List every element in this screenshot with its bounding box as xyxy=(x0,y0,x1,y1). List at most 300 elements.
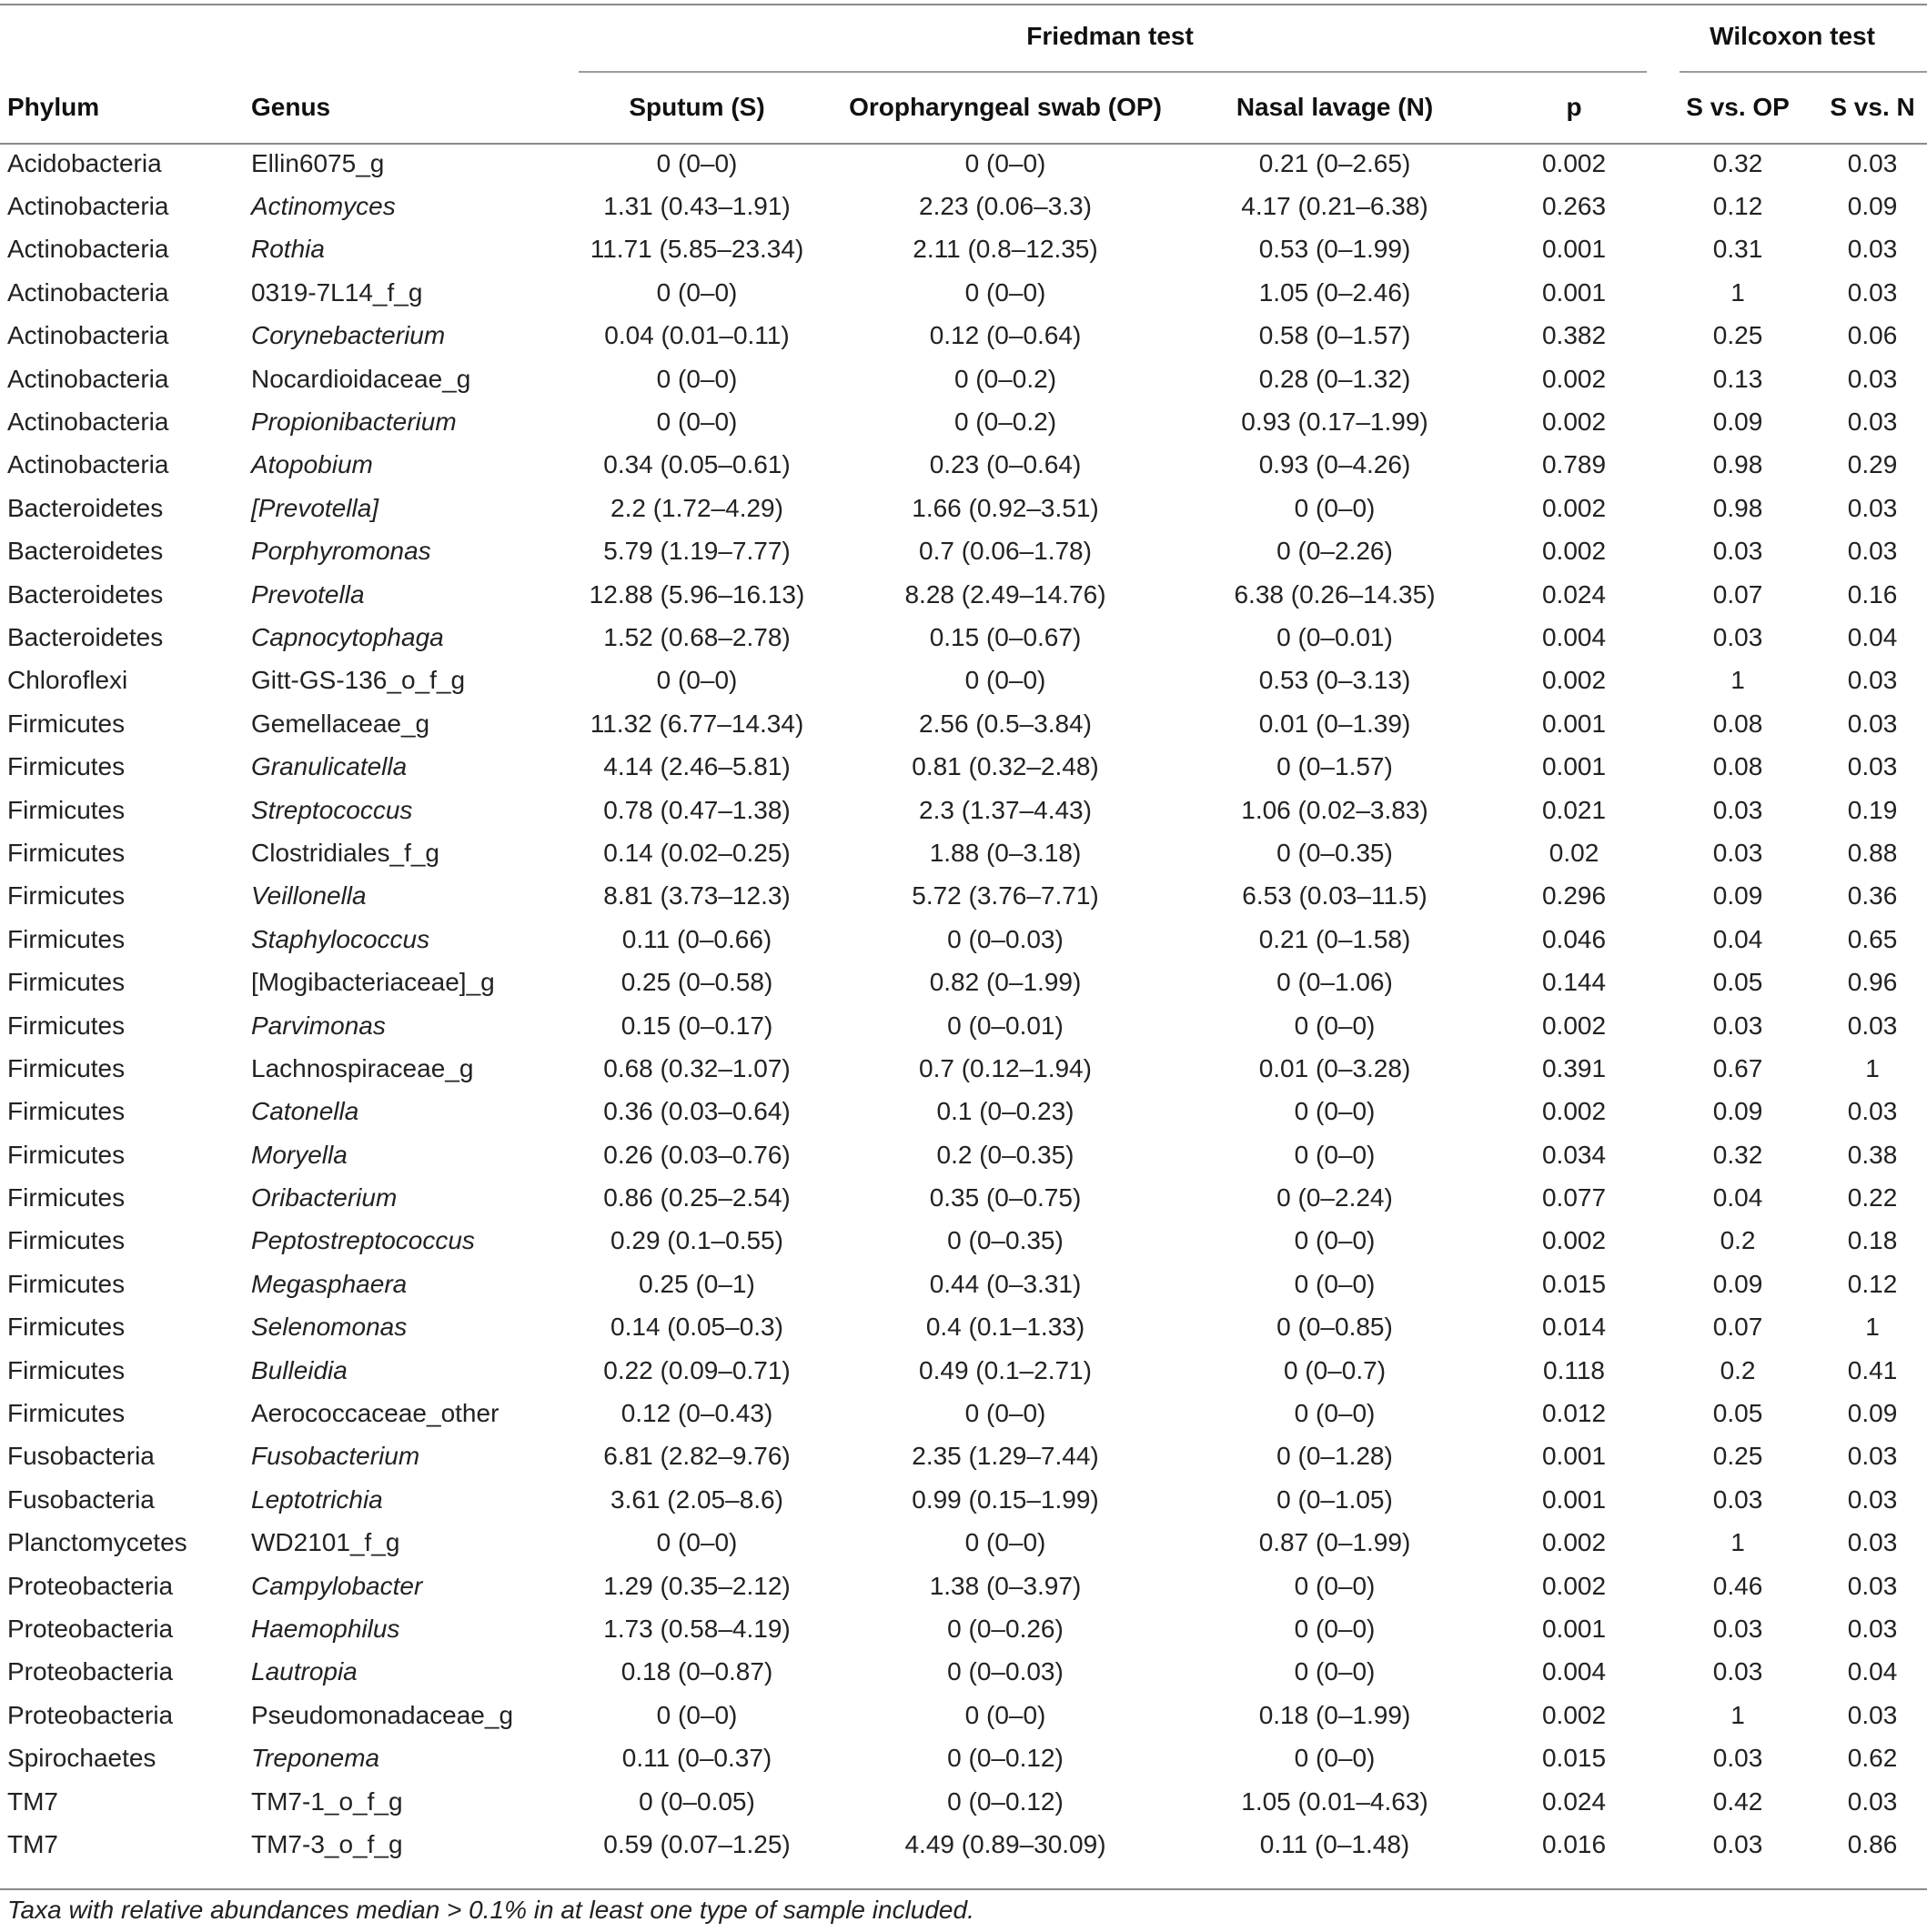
cell-phylum: Proteobacteria xyxy=(7,1700,174,1729)
cell-sputum: 0.14 (0.02–0.25) xyxy=(603,838,791,867)
cell-phylum: Firmicutes xyxy=(7,795,126,824)
table-row xyxy=(0,1392,1927,1434)
cell-s-vs-op: 0.03 xyxy=(1712,1829,1763,1858)
cell-sputum: 12.88 (5.96–16.13) xyxy=(589,579,805,609)
cell-nasal: 0 (0–0.7) xyxy=(1283,1355,1387,1384)
cell-s-vs-op: 0.13 xyxy=(1712,364,1763,393)
cell-s-vs-op: 0.03 xyxy=(1712,1484,1763,1514)
cell-sputum: 2.2 (1.72–4.29) xyxy=(610,493,783,522)
cell-oropharyngeal: 2.23 (0.06–3.3) xyxy=(919,192,1092,221)
cell-oropharyngeal: 0.2 (0–0.35) xyxy=(936,1140,1074,1169)
column-header-sputum: Sputum (S) xyxy=(629,93,765,121)
cell-oropharyngeal: 0.1 (0–0.23) xyxy=(936,1097,1074,1126)
cell-s-vs-n: 0.62 xyxy=(1847,1744,1898,1773)
cell-sputum: 0.25 (0–1) xyxy=(639,1269,755,1298)
cell-p: 0.263 xyxy=(1541,192,1607,221)
cell-s-vs-op: 0.32 xyxy=(1712,148,1763,177)
table-row xyxy=(0,444,1927,487)
cell-genus: Oribacterium xyxy=(251,1183,398,1213)
cell-p: 0.002 xyxy=(1541,1011,1607,1040)
table-row xyxy=(0,831,1927,874)
cell-s-vs-n: 0.04 xyxy=(1847,1657,1898,1686)
cell-oropharyngeal: 0 (0–0.35) xyxy=(947,1226,1064,1255)
table-row xyxy=(0,1607,1927,1650)
table-row xyxy=(0,1004,1927,1047)
cell-p: 0.002 xyxy=(1541,1226,1607,1255)
cell-sputum: 0 (0–0) xyxy=(656,277,738,307)
cell-s-vs-op: 0.09 xyxy=(1712,881,1763,911)
table-row xyxy=(0,357,1927,400)
cell-s-vs-op: 0.09 xyxy=(1712,1269,1763,1298)
cell-s-vs-op: 0.98 xyxy=(1712,493,1763,522)
cell-p: 0.02 xyxy=(1549,838,1599,867)
table-row xyxy=(0,789,1927,831)
cell-s-vs-n: 0.36 xyxy=(1847,881,1898,911)
cell-genus: Propionibacterium xyxy=(251,408,457,437)
cell-p: 0.012 xyxy=(1541,1399,1607,1428)
cell-nasal: 0 (0–0) xyxy=(1294,1097,1376,1126)
cell-phylum: Fusobacteria xyxy=(7,1484,155,1514)
cell-s-vs-op: 1 xyxy=(1730,1528,1745,1557)
group-header-wilcoxon xyxy=(1658,0,1927,73)
cell-genus: TM7-1_o_f_g xyxy=(251,1786,403,1816)
table-row xyxy=(0,1522,1927,1565)
cell-s-vs-op: 0.09 xyxy=(1712,408,1763,437)
cell-sputum: 0.34 (0.05–0.61) xyxy=(603,450,791,479)
cell-nasal: 0 (0–0) xyxy=(1294,1571,1376,1600)
cell-p: 0.382 xyxy=(1541,321,1607,350)
cell-oropharyngeal: 0.49 (0.1–2.71) xyxy=(919,1355,1092,1384)
cell-s-vs-n: 0.86 xyxy=(1847,1829,1898,1858)
cell-nasal: 0 (0–1.06) xyxy=(1276,968,1393,997)
cell-phylum: Firmicutes xyxy=(7,1140,126,1169)
cell-nasal: 0.53 (0–3.13) xyxy=(1258,666,1411,695)
cell-s-vs-op: 0.03 xyxy=(1712,622,1763,651)
cell-nasal: 0.28 (0–1.32) xyxy=(1258,364,1411,393)
cell-nasal: 1.05 (0.01–4.63) xyxy=(1241,1786,1428,1816)
cell-s-vs-n: 0.03 xyxy=(1847,235,1898,264)
cell-genus: Campylobacter xyxy=(251,1571,423,1600)
cell-oropharyngeal: 0 (0–0.01) xyxy=(947,1011,1064,1040)
cell-genus: Granulicatella xyxy=(251,752,408,781)
cell-phylum: Actinobacteria xyxy=(7,192,169,221)
cell-p: 0.024 xyxy=(1541,1786,1607,1816)
cell-oropharyngeal: 0 (0–0.03) xyxy=(947,1657,1064,1686)
cell-sputum: 5.79 (1.19–7.77) xyxy=(603,537,791,566)
cell-nasal: 0 (0–2.24) xyxy=(1276,1183,1393,1213)
cell-oropharyngeal: 5.72 (3.76–7.71) xyxy=(912,881,1099,911)
cell-s-vs-op: 0.42 xyxy=(1712,1786,1763,1816)
cell-genus: 0319-7L14_f_g xyxy=(251,277,423,307)
cell-s-vs-n: 0.09 xyxy=(1847,192,1898,221)
column-header-oropharyngeal: Oropharyngeal swab (OP) xyxy=(849,93,1162,121)
cell-s-vs-op: 0.46 xyxy=(1712,1571,1763,1600)
cell-p: 0.002 xyxy=(1541,148,1607,177)
table-row xyxy=(0,1736,1927,1779)
cell-oropharyngeal: 0 (0–0.03) xyxy=(947,924,1064,953)
cell-nasal: 4.17 (0.21–6.38) xyxy=(1241,192,1428,221)
cell-oropharyngeal: 2.3 (1.37–4.43) xyxy=(919,795,1092,824)
cell-sputum: 4.14 (2.46–5.81) xyxy=(603,752,791,781)
cell-sputum: 0.68 (0.32–1.07) xyxy=(603,1053,791,1082)
cell-phylum: Firmicutes xyxy=(7,1313,126,1342)
cell-p: 0.001 xyxy=(1541,709,1607,738)
column-header-genus: Genus xyxy=(251,93,331,121)
cell-phylum: TM7 xyxy=(7,1786,58,1816)
table-row xyxy=(0,142,1927,185)
cell-nasal: 0.21 (0–1.58) xyxy=(1258,924,1411,953)
cell-nasal: 0 (0–0.35) xyxy=(1276,838,1393,867)
cell-s-vs-n: 0.03 xyxy=(1847,1484,1898,1514)
cell-oropharyngeal: 0.82 (0–1.99) xyxy=(929,968,1082,997)
cell-sputum: 8.81 (3.73–12.3) xyxy=(603,881,791,911)
cell-s-vs-n: 0.03 xyxy=(1847,1614,1898,1643)
cell-s-vs-op: 0.03 xyxy=(1712,1657,1763,1686)
table-row xyxy=(0,400,1927,443)
cell-phylum: Bacteroidetes xyxy=(7,622,164,651)
cell-s-vs-op: 0.25 xyxy=(1712,1442,1763,1471)
cell-sputum: 1.52 (0.68–2.78) xyxy=(603,622,791,651)
cell-p: 0.789 xyxy=(1541,450,1607,479)
cell-phylum: Firmicutes xyxy=(7,1399,126,1428)
cell-s-vs-op: 0.08 xyxy=(1712,709,1763,738)
cell-genus: Clostridiales_f_g xyxy=(251,838,439,867)
cell-oropharyngeal: 0 (0–0) xyxy=(964,1399,1046,1428)
cell-phylum: Actinobacteria xyxy=(7,450,169,479)
cell-s-vs-n: 0.19 xyxy=(1847,795,1898,824)
cell-nasal: 0 (0–0) xyxy=(1294,1140,1376,1169)
cell-oropharyngeal: 1.38 (0–3.97) xyxy=(929,1571,1082,1600)
cell-oropharyngeal: 0.7 (0.06–1.78) xyxy=(919,537,1092,566)
cell-s-vs-op: 0.12 xyxy=(1712,192,1763,221)
cell-genus: [Prevotella] xyxy=(251,493,379,522)
table-row xyxy=(0,530,1927,573)
cell-phylum: Firmicutes xyxy=(7,1097,126,1126)
table-body xyxy=(0,142,1927,1867)
cell-sputum: 0 (0–0) xyxy=(656,666,738,695)
cell-phylum: Actinobacteria xyxy=(7,277,169,307)
cell-p: 0.004 xyxy=(1541,622,1607,651)
table-row xyxy=(0,616,1927,659)
cell-p: 0.001 xyxy=(1541,1442,1607,1471)
cell-genus: Nocardioidaceae_g xyxy=(251,364,471,393)
cell-nasal: 6.53 (0.03–11.5) xyxy=(1242,881,1428,911)
cell-p: 0.014 xyxy=(1541,1313,1607,1342)
cell-sputum: 0.29 (0.1–0.55) xyxy=(610,1226,783,1255)
cell-s-vs-n: 0.18 xyxy=(1847,1226,1898,1255)
cell-nasal: 0 (0–0.85) xyxy=(1276,1313,1393,1342)
table-row xyxy=(0,745,1927,788)
table-row xyxy=(0,1220,1927,1263)
cell-genus: Rothia xyxy=(251,235,325,264)
cell-genus: Gitt-GS-136_o_f_g xyxy=(251,666,466,695)
column-header-s-vs-n: S vs. N xyxy=(1830,93,1915,121)
cell-phylum: Spirochaetes xyxy=(7,1744,156,1773)
cell-oropharyngeal: 0 (0–0) xyxy=(964,666,1046,695)
cell-p: 0.001 xyxy=(1541,1614,1607,1643)
cell-p: 0.016 xyxy=(1541,1829,1607,1858)
cell-sputum: 0 (0–0) xyxy=(656,408,738,437)
cell-genus: Lautropia xyxy=(251,1657,358,1686)
cell-genus: Bulleidia xyxy=(251,1355,348,1384)
cell-sputum: 0.11 (0–0.37) xyxy=(621,1744,772,1773)
cell-s-vs-n: 1 xyxy=(1865,1313,1880,1342)
cell-p: 0.015 xyxy=(1541,1269,1607,1298)
table-row xyxy=(0,1435,1927,1478)
cell-s-vs-n: 0.03 xyxy=(1847,1571,1898,1600)
cell-oropharyngeal: 2.11 (0.8–12.35) xyxy=(913,235,1098,264)
cell-nasal: 0 (0–0) xyxy=(1294,1226,1376,1255)
column-header-phylum: Phylum xyxy=(7,93,100,121)
cell-s-vs-op: 0.07 xyxy=(1712,1313,1763,1342)
cell-genus: Haemophilus xyxy=(251,1614,400,1643)
cell-nasal: 0.11 (0–1.48) xyxy=(1259,1829,1410,1858)
table-row xyxy=(0,487,1927,529)
cell-phylum: Actinobacteria xyxy=(7,235,169,264)
cell-s-vs-n: 0.09 xyxy=(1847,1399,1898,1428)
cell-s-vs-op: 0.08 xyxy=(1712,752,1763,781)
cell-oropharyngeal: 0 (0–0.2) xyxy=(953,364,1057,393)
cell-s-vs-n: 0.65 xyxy=(1847,924,1898,953)
cell-phylum: Acidobacteria xyxy=(7,148,162,177)
cell-oropharyngeal: 2.35 (1.29–7.44) xyxy=(912,1442,1099,1471)
cell-s-vs-n: 0.03 xyxy=(1847,408,1898,437)
cell-sputum: 3.61 (2.05–8.6) xyxy=(610,1484,783,1514)
cell-phylum: Actinobacteria xyxy=(7,321,169,350)
cell-nasal: 0.01 (0–3.28) xyxy=(1258,1053,1411,1082)
cell-sputum: 0.22 (0.09–0.71) xyxy=(603,1355,791,1384)
cell-s-vs-n: 0.04 xyxy=(1847,622,1898,651)
cell-phylum: Firmicutes xyxy=(7,709,126,738)
table-row xyxy=(0,1306,1927,1349)
cell-phylum: Firmicutes xyxy=(7,1183,126,1213)
cell-oropharyngeal: 0.35 (0–0.75) xyxy=(929,1183,1082,1213)
cell-sputum: 0.11 (0–0.66) xyxy=(621,924,772,953)
cell-oropharyngeal: 1.66 (0.92–3.51) xyxy=(912,493,1099,522)
cell-sputum: 0 (0–0) xyxy=(656,1528,738,1557)
cell-p: 0.021 xyxy=(1541,795,1607,824)
cell-genus: Prevotella xyxy=(251,579,365,609)
cell-nasal: 1.05 (0–2.46) xyxy=(1258,277,1411,307)
cell-phylum: Proteobacteria xyxy=(7,1657,174,1686)
cell-sputum: 0 (0–0) xyxy=(656,364,738,393)
cell-oropharyngeal: 0.15 (0–0.67) xyxy=(929,622,1082,651)
cell-genus: Treponema xyxy=(251,1744,380,1773)
cell-p: 0.002 xyxy=(1541,408,1607,437)
cell-phylum: Firmicutes xyxy=(7,1011,126,1040)
cell-oropharyngeal: 0.44 (0–3.31) xyxy=(929,1269,1082,1298)
cell-sputum: 0.12 (0–0.43) xyxy=(620,1399,773,1428)
cell-s-vs-n: 0.88 xyxy=(1847,838,1898,867)
table-row xyxy=(0,228,1927,271)
cell-s-vs-op: 0.03 xyxy=(1712,1614,1763,1643)
cell-s-vs-n: 0.16 xyxy=(1847,579,1898,609)
cell-nasal: 0 (0–2.26) xyxy=(1276,537,1393,566)
table-row xyxy=(0,875,1927,918)
cell-phylum: Firmicutes xyxy=(7,924,126,953)
cell-s-vs-op: 0.03 xyxy=(1712,838,1763,867)
cell-s-vs-op: 0.98 xyxy=(1712,450,1763,479)
table-row xyxy=(0,315,1927,357)
cell-phylum: Actinobacteria xyxy=(7,364,169,393)
cell-p: 0.024 xyxy=(1541,579,1607,609)
cell-s-vs-op: 0.03 xyxy=(1712,1744,1763,1773)
cell-oropharyngeal: 1.88 (0–3.18) xyxy=(929,838,1082,867)
cell-oropharyngeal: 2.56 (0.5–3.84) xyxy=(919,709,1092,738)
cell-sputum: 0.25 (0–0.58) xyxy=(620,968,773,997)
cell-s-vs-op: 0.32 xyxy=(1712,1140,1763,1169)
cell-sputum: 0.59 (0.07–1.25) xyxy=(603,1829,791,1858)
table-row xyxy=(0,1047,1927,1090)
cell-nasal: 0 (0–0) xyxy=(1294,1399,1376,1428)
cell-sputum: 0.04 (0.01–0.11) xyxy=(604,321,790,350)
cell-p: 0.296 xyxy=(1541,881,1607,911)
cell-s-vs-n: 0.03 xyxy=(1847,364,1898,393)
cell-phylum: Fusobacteria xyxy=(7,1442,155,1471)
cell-s-vs-n: 0.03 xyxy=(1847,277,1898,307)
cell-s-vs-n: 0.03 xyxy=(1847,1528,1898,1557)
column-header-nasal: Nasal lavage (N) xyxy=(1236,93,1434,121)
cell-s-vs-op: 0.25 xyxy=(1712,321,1763,350)
cell-nasal: 0.93 (0.17–1.99) xyxy=(1241,408,1428,437)
cell-nasal: 0 (0–0) xyxy=(1294,1614,1376,1643)
cell-sputum: 6.81 (2.82–9.76) xyxy=(603,1442,791,1471)
cell-genus: Moryella xyxy=(251,1140,348,1169)
cell-p: 0.002 xyxy=(1541,1571,1607,1600)
cell-phylum: Firmicutes xyxy=(7,968,126,997)
table-row xyxy=(0,1780,1927,1823)
cell-oropharyngeal: 0.4 (0.1–1.33) xyxy=(925,1313,1085,1342)
cell-genus: Staphylococcus xyxy=(251,924,430,953)
cell-p: 0.002 xyxy=(1541,537,1607,566)
cell-oropharyngeal: 0 (0–0) xyxy=(964,1700,1046,1729)
table-row xyxy=(0,185,1927,227)
cell-s-vs-n: 0.38 xyxy=(1847,1140,1898,1169)
cell-phylum: Proteobacteria xyxy=(7,1614,174,1643)
cell-genus: Aerococcaceae_other xyxy=(251,1399,499,1428)
cell-genus: Gemellaceae_g xyxy=(251,709,430,738)
column-header-p: p xyxy=(1566,93,1582,121)
cell-s-vs-op: 0.07 xyxy=(1712,579,1763,609)
table-row xyxy=(0,1133,1927,1176)
cell-nasal: 0 (0–0) xyxy=(1294,1744,1376,1773)
cell-p: 0.002 xyxy=(1541,364,1607,393)
table-row xyxy=(0,573,1927,616)
cell-s-vs-n: 0.03 xyxy=(1847,752,1898,781)
cell-oropharyngeal: 0 (0–0) xyxy=(964,277,1046,307)
cell-oropharyngeal: 0 (0–0) xyxy=(964,148,1046,177)
cell-s-vs-n: 1 xyxy=(1865,1053,1880,1082)
cell-s-vs-op: 0.04 xyxy=(1712,924,1763,953)
cell-nasal: 6.38 (0.26–14.35) xyxy=(1234,579,1436,609)
cell-genus: Fusobacterium xyxy=(251,1442,420,1471)
table-header xyxy=(0,0,1927,142)
table-row xyxy=(0,1349,1927,1392)
cell-s-vs-n: 0.06 xyxy=(1847,321,1898,350)
cell-oropharyngeal: 0 (0–0.12) xyxy=(947,1786,1064,1816)
cell-phylum: Proteobacteria xyxy=(7,1571,174,1600)
cell-p: 0.002 xyxy=(1541,1700,1607,1729)
cell-sputum: 0.78 (0.47–1.38) xyxy=(603,795,791,824)
cell-p: 0.001 xyxy=(1541,1484,1607,1514)
bottom-rule xyxy=(0,1888,1927,1890)
cell-s-vs-op: 1 xyxy=(1730,666,1745,695)
cell-sputum: 0.14 (0.05–0.3) xyxy=(610,1313,783,1342)
cell-p: 0.004 xyxy=(1541,1657,1607,1686)
cell-s-vs-op: 0.05 xyxy=(1712,968,1763,997)
cell-genus: Leptotrichia xyxy=(251,1484,383,1514)
cell-genus: Parvimonas xyxy=(251,1011,386,1040)
cell-genus: WD2101_f_g xyxy=(251,1528,400,1557)
cell-oropharyngeal: 0.12 (0–0.64) xyxy=(929,321,1082,350)
cell-genus: Corynebacterium xyxy=(251,321,446,350)
cell-s-vs-op: 0.03 xyxy=(1712,1011,1763,1040)
cell-sputum: 0.86 (0.25–2.54) xyxy=(603,1183,791,1213)
cell-s-vs-n: 0.03 xyxy=(1847,1700,1898,1729)
cell-p: 0.015 xyxy=(1541,1744,1607,1773)
cell-nasal: 0 (0–0) xyxy=(1294,1269,1376,1298)
cell-nasal: 0.21 (0–2.65) xyxy=(1258,148,1411,177)
cell-genus: Veillonella xyxy=(251,881,367,911)
cell-nasal: 0 (0–1.28) xyxy=(1276,1442,1393,1471)
cell-sputum: 1.73 (0.58–4.19) xyxy=(603,1614,791,1643)
cell-phylum: Bacteroidetes xyxy=(7,579,164,609)
table-row xyxy=(0,1091,1927,1133)
cell-genus: [Mogibacteriaceae]_g xyxy=(251,968,495,997)
cell-nasal: 0.93 (0–4.26) xyxy=(1258,450,1411,479)
cell-nasal: 0.58 (0–1.57) xyxy=(1258,321,1411,350)
cell-s-vs-op: 0.03 xyxy=(1712,795,1763,824)
cell-genus: Pseudomonadaceae_g xyxy=(251,1700,514,1729)
cell-sputum: 1.31 (0.43–1.91) xyxy=(603,192,791,221)
cell-p: 0.144 xyxy=(1541,968,1607,997)
cell-phylum: Bacteroidetes xyxy=(7,537,164,566)
cell-phylum: Actinobacteria xyxy=(7,408,169,437)
cell-s-vs-n: 0.41 xyxy=(1847,1355,1898,1384)
table-row xyxy=(0,1478,1927,1521)
cell-s-vs-n: 0.03 xyxy=(1847,1011,1898,1040)
cell-s-vs-n: 0.12 xyxy=(1847,1269,1898,1298)
table-row xyxy=(0,961,1927,1003)
cell-s-vs-op: 0.2 xyxy=(1720,1355,1756,1384)
cell-sputum: 1.29 (0.35–2.12) xyxy=(603,1571,791,1600)
cell-s-vs-op: 0.31 xyxy=(1712,235,1763,264)
cell-oropharyngeal: 0.23 (0–0.64) xyxy=(929,450,1082,479)
group-header-friedman xyxy=(562,0,1658,73)
cell-oropharyngeal: 0.81 (0.32–2.48) xyxy=(912,752,1099,781)
cell-s-vs-n: 0.03 xyxy=(1847,148,1898,177)
cell-sputum: 0 (0–0) xyxy=(656,1700,738,1729)
cell-s-vs-op: 0.09 xyxy=(1712,1097,1763,1126)
cell-phylum: Firmicutes xyxy=(7,1269,126,1298)
cell-genus: Peptostreptococcus xyxy=(251,1226,475,1255)
group-header-wilcoxon-label: Wilcoxon test xyxy=(1710,22,1875,50)
cell-p: 0.001 xyxy=(1541,235,1607,264)
cell-genus: Selenomonas xyxy=(251,1313,408,1342)
table-row xyxy=(0,1565,1927,1607)
cell-genus: Actinomyces xyxy=(251,192,396,221)
table-row xyxy=(0,1263,1927,1305)
cell-nasal: 0.87 (0–1.99) xyxy=(1258,1528,1411,1557)
cell-s-vs-n: 0.03 xyxy=(1847,1786,1898,1816)
cell-genus: Porphyromonas xyxy=(251,537,431,566)
cell-s-vs-n: 0.03 xyxy=(1847,709,1898,738)
cell-oropharyngeal: 8.28 (2.49–14.76) xyxy=(904,579,1106,609)
cell-oropharyngeal: 0 (0–0.12) xyxy=(947,1744,1064,1773)
cell-oropharyngeal: 4.49 (0.89–30.09) xyxy=(904,1829,1106,1858)
cell-genus: Lachnospiraceae_g xyxy=(251,1053,474,1082)
table-row xyxy=(0,1176,1927,1219)
